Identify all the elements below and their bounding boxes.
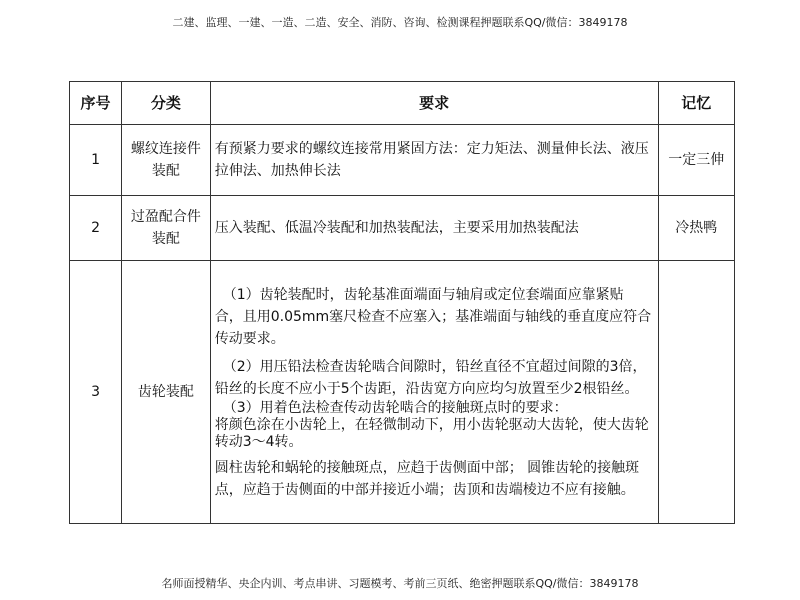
table-row: [70, 196, 735, 261]
table-header-row: [70, 82, 735, 125]
header-no: 序号: [70, 82, 122, 125]
row-requirement: 有预紧力要求的螺纹连接常用紧固方法：定力矩法、测量伸长法、液压拉伸法、加热伸长法: [210, 125, 658, 196]
header-memory: 记忆: [658, 82, 735, 125]
row-memory: 冷热鸭: [658, 196, 735, 261]
row-requirement: 压入装配、低温冷装配和加热装配法，主要采用加热装配法: [210, 196, 658, 261]
gear-requirement-3-detail: 将颜色涂在小齿轮上，在轻微制动下，用小齿轮驱动大齿轮，使大齿轮转动3～4转。: [214, 416, 649, 450]
row-category: 过盈配合件装配: [122, 196, 211, 261]
header-contact-text: 二建、监理、一建、一造、二造、安全、消防、咨询、检测课程押题联系QQ/微信：3849178: [172, 16, 628, 29]
row-no: 2: [70, 196, 122, 261]
table-row: [70, 261, 735, 524]
gear-requirement-2: （2）用压铅法检查齿轮啮合间隙时，铅丝直径不宜超过间隙的3倍，铅丝的长度不应小于5个齿距，沿齿宽方向应均匀放置至少2根铅丝。: [214, 358, 647, 397]
row-no: 3: [70, 261, 122, 524]
row-memory: 一定三伸: [658, 125, 735, 196]
gear-requirement-contact: 圆柱齿轮和蜗轮的接触斑点，应趋于齿侧面中部； 圆锥齿轮的接触斑点，应趋于齿侧面的中部并接近小端；齿顶和齿端棱边不应有接触。: [214, 459, 640, 498]
row-category: 螺纹连接件装配: [122, 125, 211, 196]
gear-requirement-1: （1）齿轮装配时，齿轮基准面端面与轴肩或定位套端面应靠紧贴合，且用0.05mm塞尺检查不应塞入；基准端面与轴线的垂直度应符合传动要求。: [214, 286, 652, 347]
row-requirement: [210, 261, 658, 524]
footer-contact-text: 名师面授精华、央企内训、考点串讲、习题模考、考前三页纸、绝密押题联系QQ/微信：3849178: [161, 577, 639, 590]
row-category: 齿轮装配: [122, 261, 211, 524]
gear-requirement-3: （3）用着色法检查传动齿轮啮合的接触斑点时的要求：: [222, 399, 568, 416]
table-row: [70, 125, 735, 196]
row-no: 1: [70, 125, 122, 196]
assembly-requirements-table: [69, 81, 735, 524]
row-memory: [658, 261, 735, 524]
header-category: 分类: [122, 82, 211, 125]
header-requirement: 要求: [210, 82, 658, 125]
